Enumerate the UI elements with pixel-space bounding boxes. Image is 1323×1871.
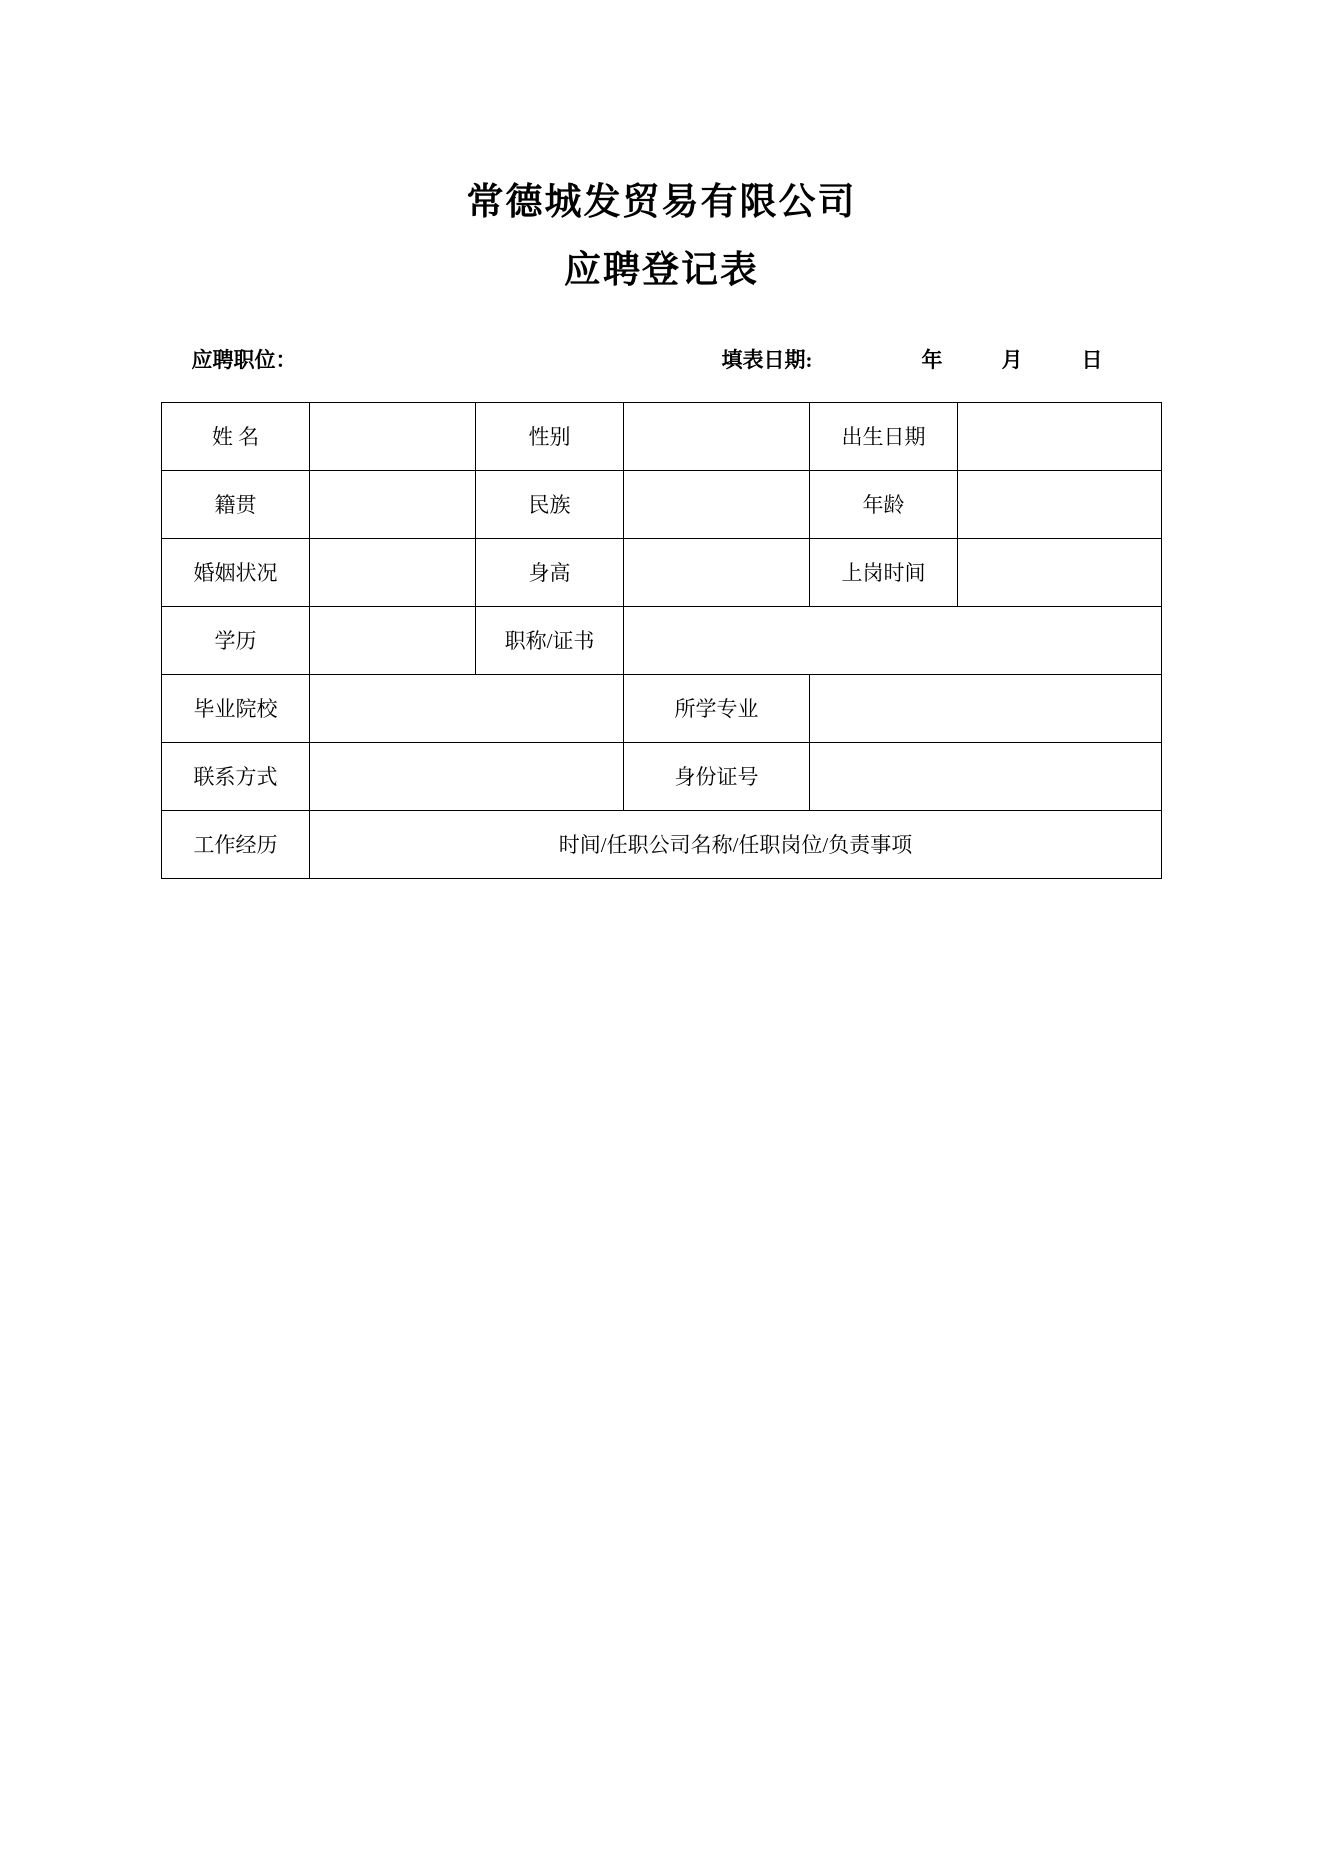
table-row bbox=[162, 470, 1162, 538]
company-title: 常德城发贸易有限公司 bbox=[466, 182, 857, 223]
birth-date-field[interactable] bbox=[958, 402, 1162, 470]
day-label: 日 bbox=[1081, 347, 1103, 372]
document-header bbox=[0, 178, 1323, 296]
major-label: 所学专业 bbox=[624, 674, 810, 742]
form-title: 应聘登记表 bbox=[564, 249, 759, 291]
marital-status-field[interactable] bbox=[310, 538, 476, 606]
height-field[interactable] bbox=[624, 538, 810, 606]
start-date-field[interactable] bbox=[958, 538, 1162, 606]
gender-field[interactable] bbox=[624, 402, 810, 470]
contact-field[interactable] bbox=[310, 742, 624, 810]
table-row bbox=[162, 674, 1162, 742]
table-row bbox=[162, 606, 1162, 674]
education-field[interactable] bbox=[310, 606, 476, 674]
contact-label: 联系方式 bbox=[162, 742, 310, 810]
major-field[interactable] bbox=[810, 674, 1162, 742]
certificate-field[interactable] bbox=[624, 606, 1162, 674]
age-label: 年龄 bbox=[810, 470, 958, 538]
table-row bbox=[162, 402, 1162, 470]
age-field[interactable] bbox=[958, 470, 1162, 538]
work-experience-row bbox=[162, 810, 1162, 878]
gender-label: 性别 bbox=[476, 402, 624, 470]
school-label: 毕业院校 bbox=[162, 674, 310, 742]
birth-date-label: 出生日期 bbox=[810, 402, 958, 470]
start-date-label: 上岗时间 bbox=[810, 538, 958, 606]
work-experience-label: 工作经历 bbox=[162, 810, 310, 878]
id-number-field[interactable] bbox=[810, 742, 1162, 810]
native-place-field[interactable] bbox=[310, 470, 476, 538]
name-label: 姓 名 bbox=[162, 402, 310, 470]
year-label: 年 bbox=[921, 347, 943, 372]
table-row bbox=[162, 742, 1162, 810]
native-place-label: 籍贯 bbox=[162, 470, 310, 538]
education-label: 学历 bbox=[162, 606, 310, 674]
name-field[interactable] bbox=[310, 402, 476, 470]
application-form-table bbox=[161, 402, 1162, 879]
table-row bbox=[162, 538, 1162, 606]
month-label: 月 bbox=[1001, 347, 1023, 372]
school-field[interactable] bbox=[310, 674, 624, 742]
ethnicity-label: 民族 bbox=[476, 470, 624, 538]
certificate-label: 职称/证书 bbox=[476, 606, 624, 674]
work-experience-hint[interactable]: 时间/任职公司名称/任职岗位/负责事项 bbox=[310, 810, 1162, 878]
meta-row bbox=[162, 344, 1162, 376]
id-number-label: 身份证号 bbox=[624, 742, 810, 810]
marital-status-label: 婚姻状况 bbox=[162, 538, 310, 606]
fill-date-label: 填表日期: bbox=[721, 347, 813, 372]
applied-position-label: 应聘职位： bbox=[191, 347, 297, 372]
height-label: 身高 bbox=[476, 538, 624, 606]
ethnicity-field[interactable] bbox=[624, 470, 810, 538]
